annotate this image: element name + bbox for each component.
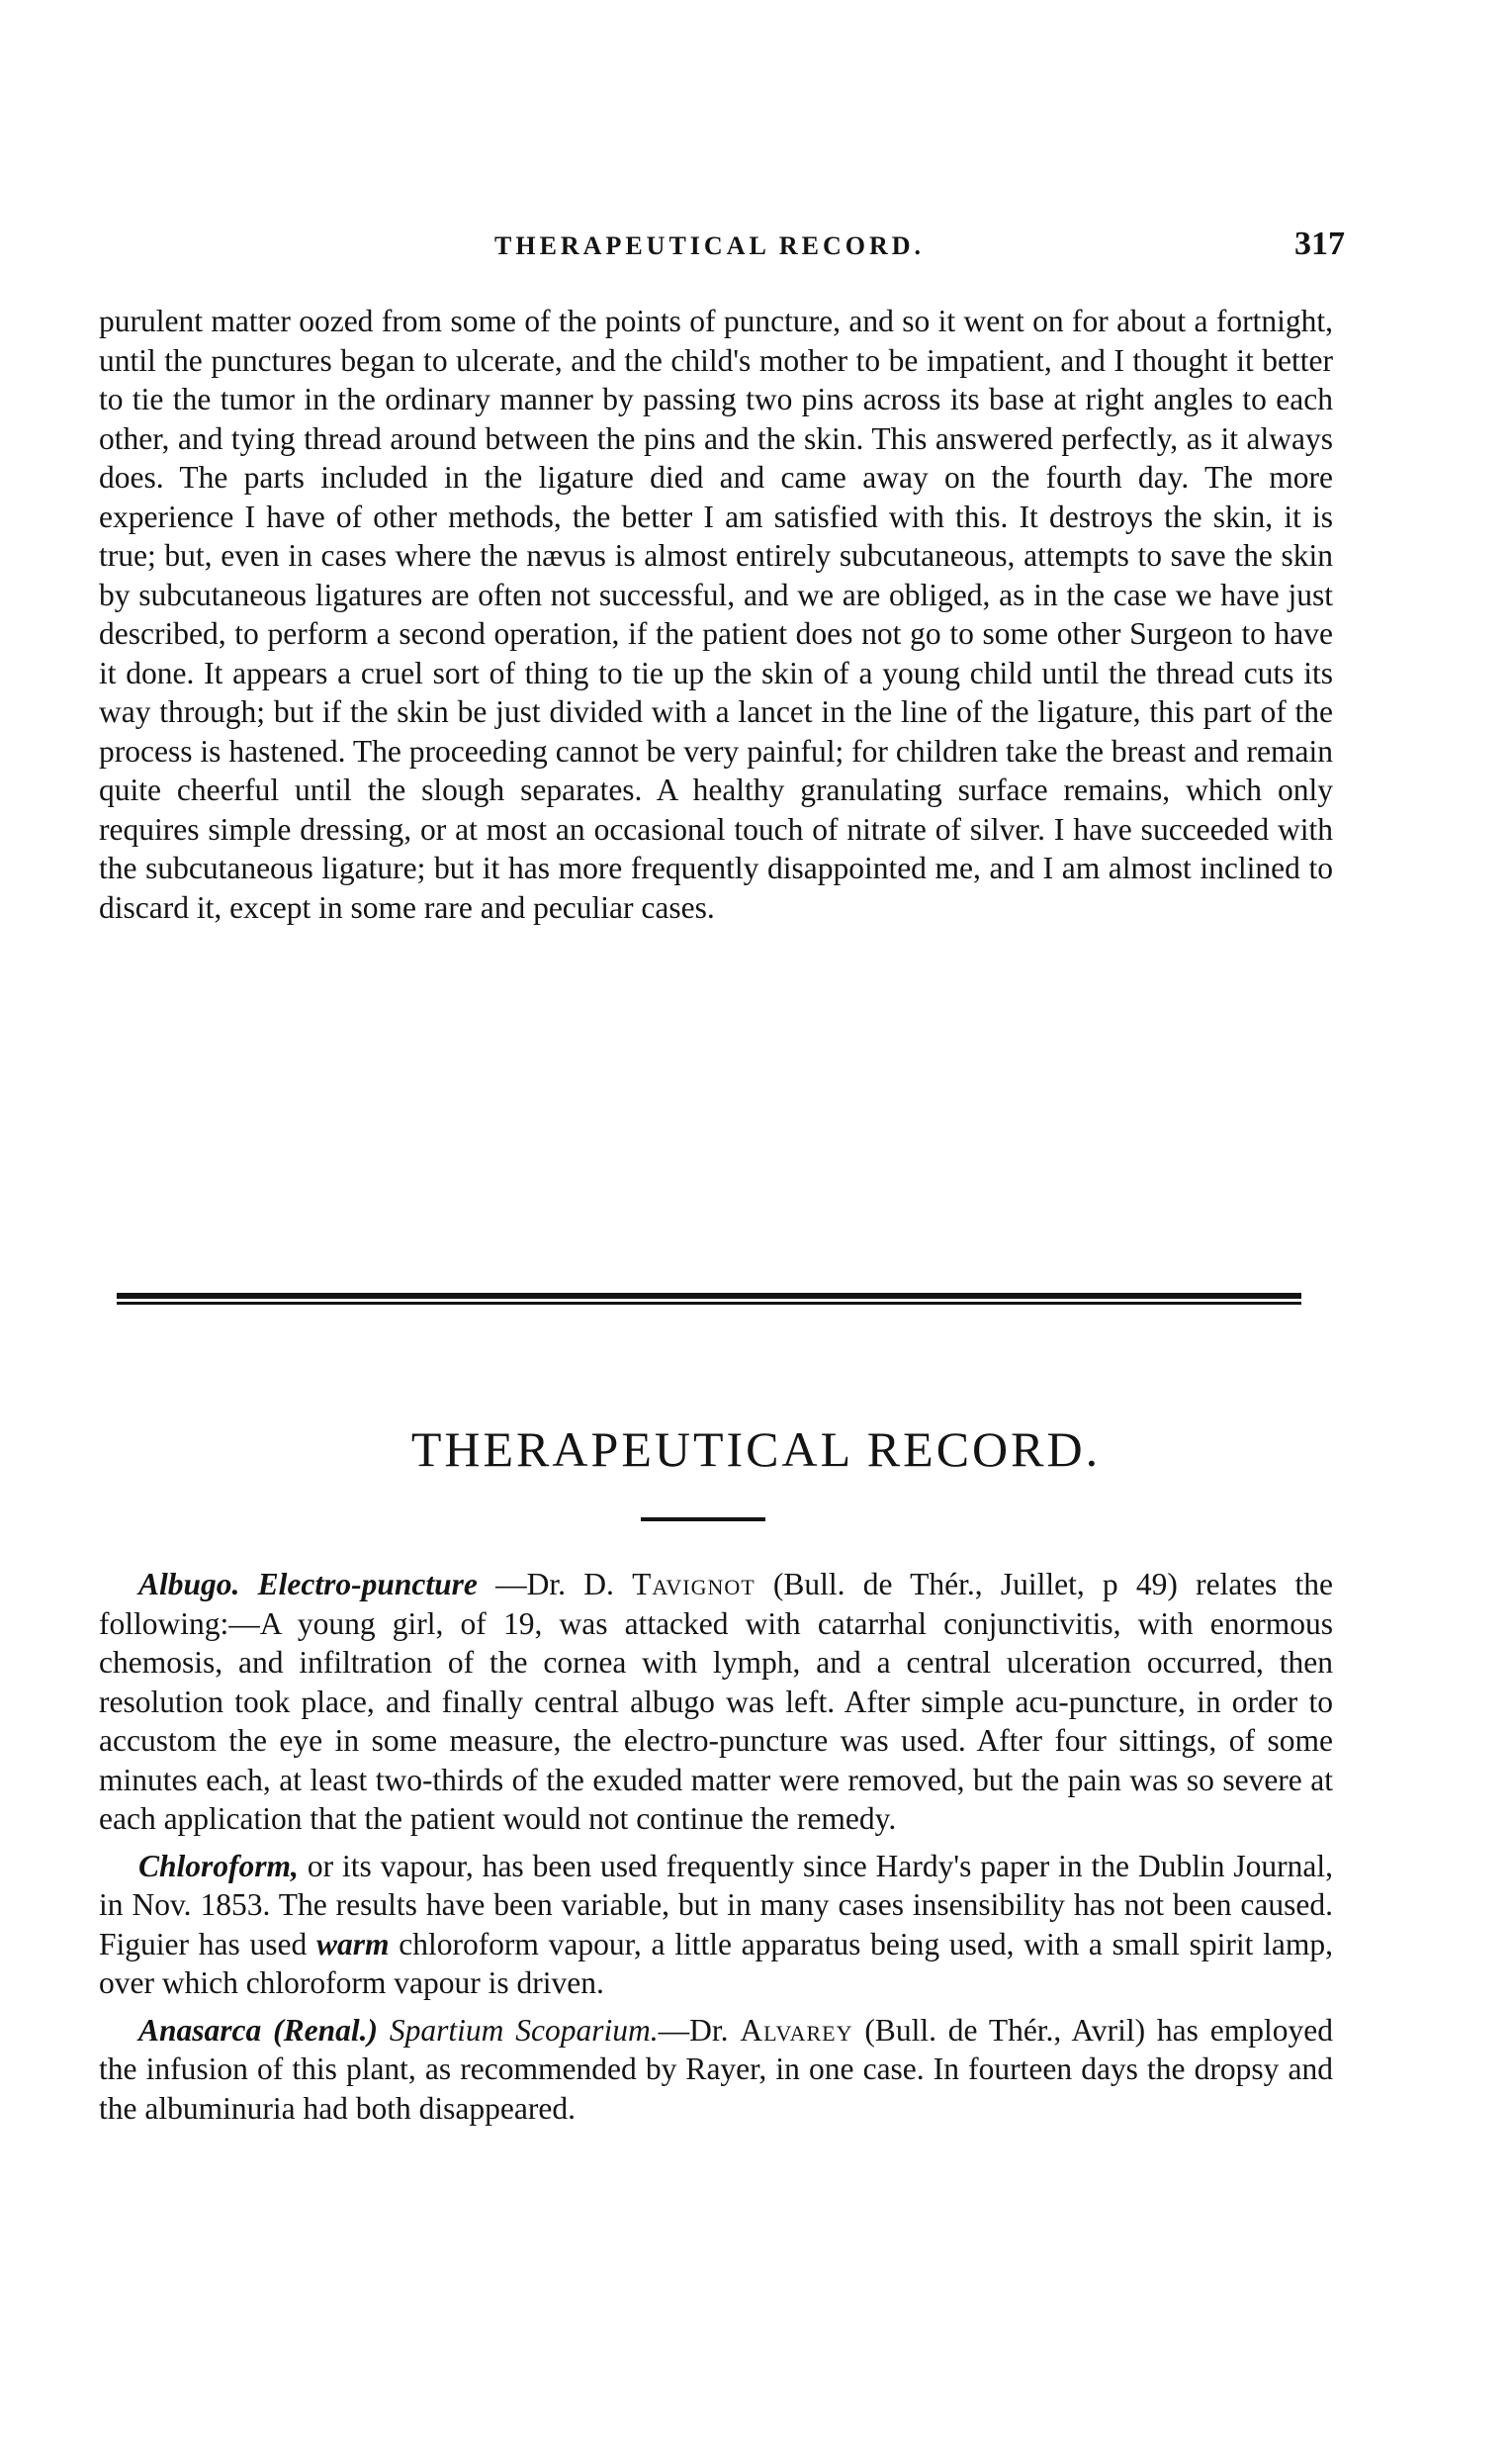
divider-thick-line: [117, 1293, 1301, 1299]
entry-emphasis: warm: [315, 1926, 390, 1961]
entry-body-after: chloroform vapour, a little apparatus being used, with a small spirit lamp, over which chloroform vapour is driven.: [99, 1926, 1333, 2000]
entry-albugo: [99, 1565, 1333, 1839]
entry-anasarca: [99, 2011, 1333, 2129]
continued-paragraph-text: purulent matter oozed from some of the points of puncture, and so it went on for about a fortnight, until the punctures began to ulcerate, and the child's mother to be impatient, and I thought it better to tie the tumor in the ordinary manner by passing two pins across its base at right angles to each other, and tying thread around between the pins and the skin. This answered perfectly, as it always does. The parts included in the ligature died and came away on the fourth day. The more experience I have of other methods, the better I am satisfied with this. It destroys the skin, it is true; but, even in cases where the nævus is almost entirely subcutaneous, attempts to save the skin by subcutaneous ligatures are often not successful, and we are obliged, as in the case we have just described, to perform a second operation, if the patient does not go to some other Surgeon to have it done. It appears a cruel sort of thing to tie up the skin of a young child until the thread cuts its way through; but if the skin be just divided with a lancet in the line of the ligature, this part of the process is hastened. The proceeding cannot be very painful; for children take the breast and remain quite cheerful until the slough separates. A healthy granulating surface remains, which only requires simple dressing, or at most an occasional touch of nitrate of silver. I have succeeded with the subcutaneous ligature; but it has more frequently disappointed me, and I am almost inclined to discard it, except in some rare and peculiar cases.: [99, 304, 1333, 925]
entry-author: Alvarey: [740, 2012, 853, 2048]
entry-topic: Chloroform,: [138, 1848, 299, 1883]
running-head: [99, 226, 1345, 265]
entry-body: (Bull. de Thér., Juillet, p 49) relates the following:—A young girl, of 19, was attacked with catarrhal conjunctivitis, with enormous chemosis, and infiltration of the cornea with lymph, and a central ulceration occurred, then resolution took place, and finally central albugo was left. After simple acu-puncture, in order to accustom the eye in some measure, the electro-puncture was used. After four sittings, of some minutes each, at least two-thirds of the exuded matter were removed, but the pain was so severe at each application that the patient would not continue the remedy.: [99, 1567, 1334, 1836]
entry-topic: Anasarca (Renal.): [138, 2012, 379, 2048]
entry-body-before: or its vapour, has been used frequently since Hardy's paper in the Dublin Journal, in Nov. 1853. The results have been variable, but in many cases insensibility has not been caused. Figuier has used: [99, 1848, 1333, 1961]
section-title: THERAPEUTICAL RECORD.: [410, 1421, 1102, 1477]
running-title: THERAPEUTICAL RECORD.: [494, 231, 926, 260]
title-underline-rule: [641, 1517, 765, 1521]
entry-subtopic: Electro-puncture: [257, 1567, 478, 1601]
entry-body: (Bull. de Thér., Avril) has employed the infusion of this plant, as recommended by Rayer, in one case. In fourteen days the dropsy and the albuminuria had both disappeared.: [99, 2012, 1333, 2126]
divider-thin-line: [117, 1302, 1301, 1305]
entry-topic: Albugo.: [138, 1567, 240, 1601]
entry-chloroform: [99, 1847, 1333, 2003]
page-number: 317: [1294, 226, 1345, 262]
record-entries: [99, 1565, 1333, 2136]
entry-subtopic: Spartium Scoparium.: [389, 2012, 659, 2048]
continued-paragraph: [99, 302, 1333, 927]
entry-lead: —Dr. D.: [477, 1567, 633, 1601]
section-divider-rule: [117, 1293, 1301, 1307]
entry-lead: —Dr.: [658, 2012, 741, 2048]
entry-author: Tavignot: [632, 1567, 756, 1601]
